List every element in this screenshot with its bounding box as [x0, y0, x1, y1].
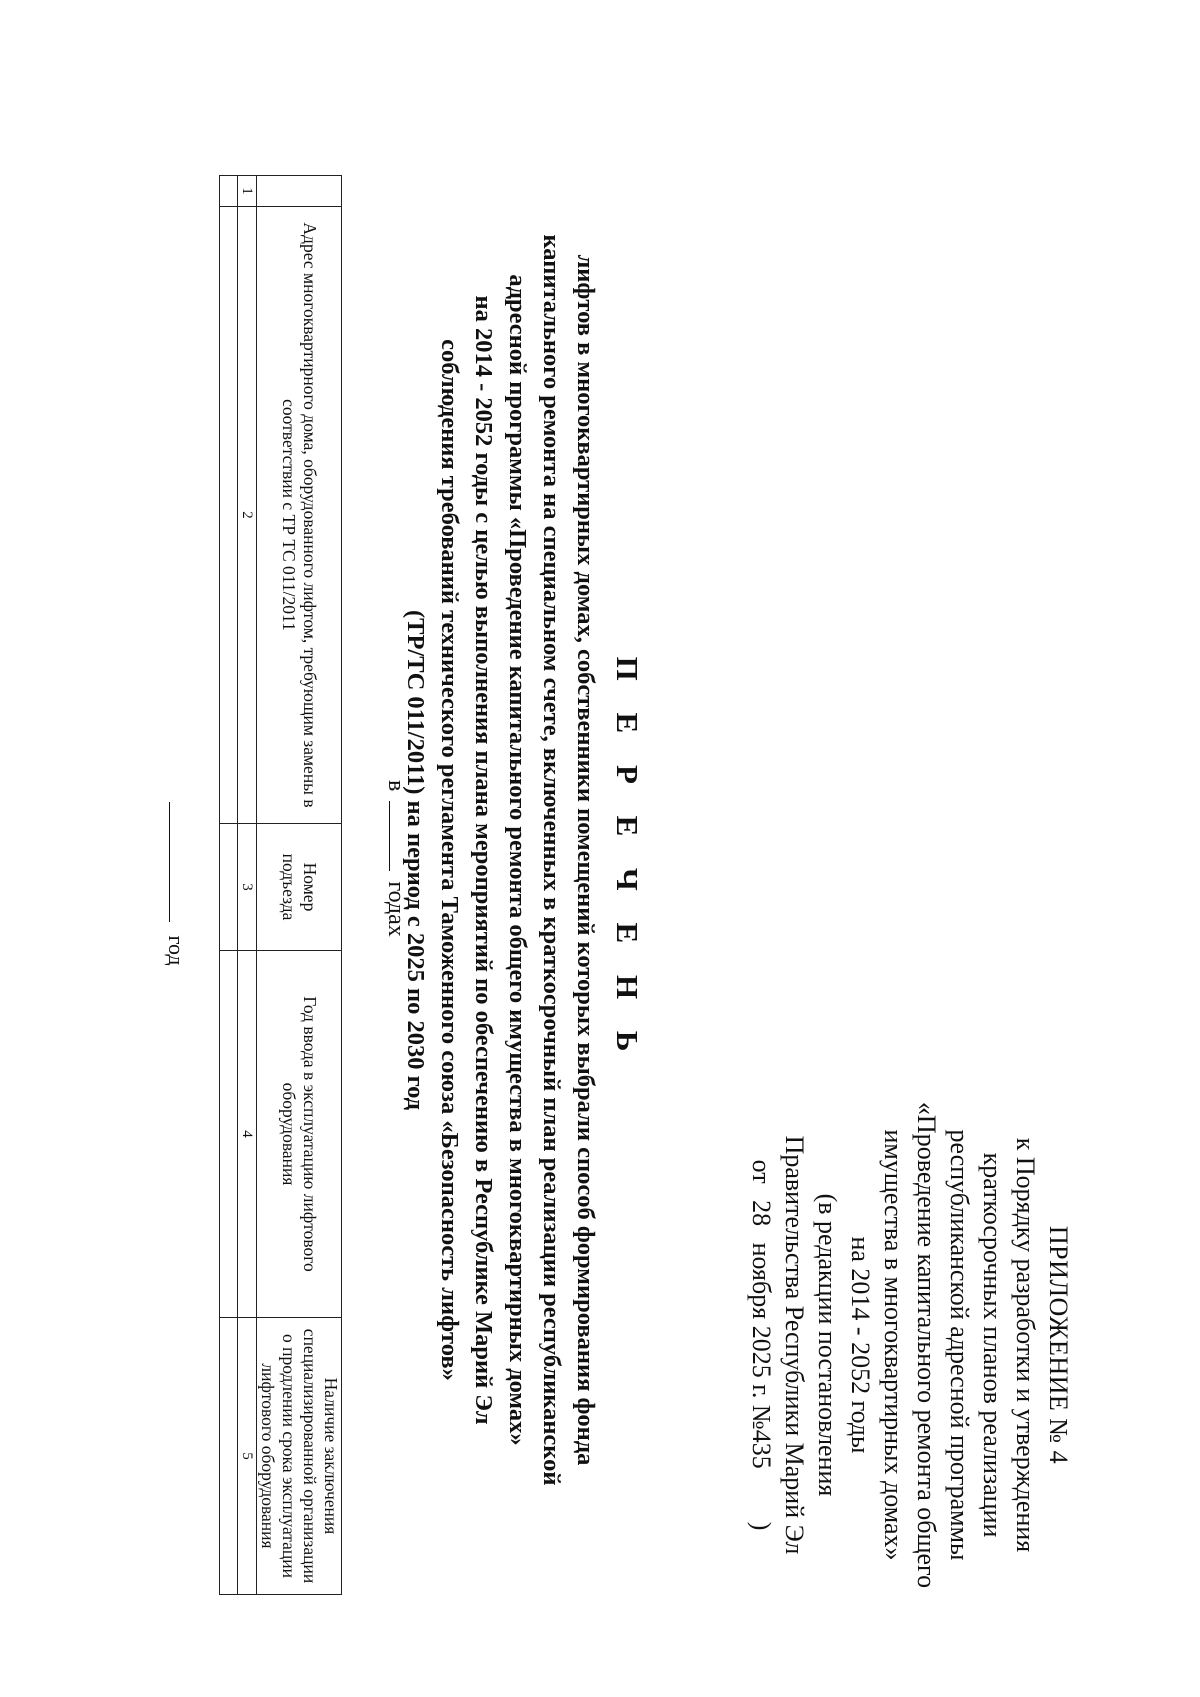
- date-close: ): [747, 1521, 776, 1531]
- table-cell: [220, 951, 238, 1318]
- column-number: 4: [238, 951, 257, 1318]
- table-cell: [220, 1318, 238, 1595]
- appendix-line: к Порядку разработки и утверждения: [1011, 1137, 1040, 1553]
- appendix-line: (в редакции постановления: [813, 1193, 842, 1497]
- subject-line: лифтов в многоквартирных домах, собственники помещений которых выбрали способ формирования фонда: [572, 254, 599, 1466]
- subject-line: адресной программы «Проведение капитального ремонта общего имущества в многоквартирных домах»: [504, 274, 531, 1446]
- table-row: [220, 176, 238, 1595]
- table-cell: [220, 824, 238, 951]
- header-cell-entrance: Номер подъезда: [257, 824, 342, 951]
- subject-line: (ТР/ТС 011/2011) на период с 2025 по 2030 год: [402, 609, 429, 1111]
- appendix-line: краткосрочных планов реализации: [978, 1152, 1007, 1538]
- column-number: 3: [238, 824, 257, 951]
- appendix-line: «Проведение капитального ремонта общего: [912, 1101, 941, 1589]
- year-blank: [169, 802, 190, 922]
- document-heading: П Е Р Е Ч Е Н Ь: [610, 656, 645, 1064]
- header-cell-address: Адрес многоквартирного дома, оборудованного лифтом, требующим замены в соответствии с ТР ТС 011/2011: [257, 207, 342, 824]
- table-header-row: [257, 176, 342, 1595]
- document-subject: [398, 150, 602, 1570]
- year-label: год: [164, 935, 189, 966]
- column-number: 2: [238, 207, 257, 824]
- date-prefix: от: [747, 1159, 776, 1184]
- column-number: 5: [238, 1318, 257, 1595]
- table-cell: [220, 207, 238, 824]
- year-line: [163, 802, 190, 966]
- appendix-date-line: [745, 1080, 778, 1610]
- header-cell-year: Год ввода в эксплуатацию лифтового оборудования: [257, 951, 342, 1318]
- column-number: 1: [238, 176, 257, 207]
- document-number: 435: [747, 1429, 776, 1469]
- table-column-numbers: [238, 176, 257, 1595]
- subject-line: капитального ремонта на специальном счете, включенных в краткосрочный план реализации республиканской: [538, 234, 565, 1486]
- period-line: [382, 780, 410, 960]
- date-day: 28: [747, 1200, 776, 1227]
- lift-table: [219, 175, 342, 1595]
- header-cell-conclusion: Наличие заключения специализированной организации о продлении срока эксплуатации лифтового оборудования: [257, 1318, 342, 1595]
- period-suffix: годах: [383, 881, 409, 937]
- appendix-block: [745, 1080, 1075, 1610]
- appendix-line: республиканской адресной программы: [945, 1129, 974, 1561]
- date-mid: ноября 2025 г. №: [747, 1242, 776, 1430]
- appendix-line: Правительства Республики Марий Эл: [780, 1135, 809, 1555]
- table-cell: [220, 176, 238, 207]
- appendix-title: ПРИЛОЖЕНИЕ № 4: [1044, 1225, 1073, 1465]
- appendix-line: имущества в многоквартирных домах»: [879, 1129, 908, 1561]
- period-prefix: в: [383, 780, 409, 792]
- appendix-line: на 2014 - 2052 годы: [846, 1236, 875, 1454]
- period-blank: [389, 801, 410, 871]
- subject-line: соблюдения требований технического регламента Таможенного союза «Безопасность лифтов»: [436, 339, 463, 1381]
- subject-line: на 2014 - 2052 годы с целью выполнения плана мероприятий по обеспечению в Республике Марий Эл: [470, 295, 497, 1425]
- header-cell-1: [257, 176, 342, 207]
